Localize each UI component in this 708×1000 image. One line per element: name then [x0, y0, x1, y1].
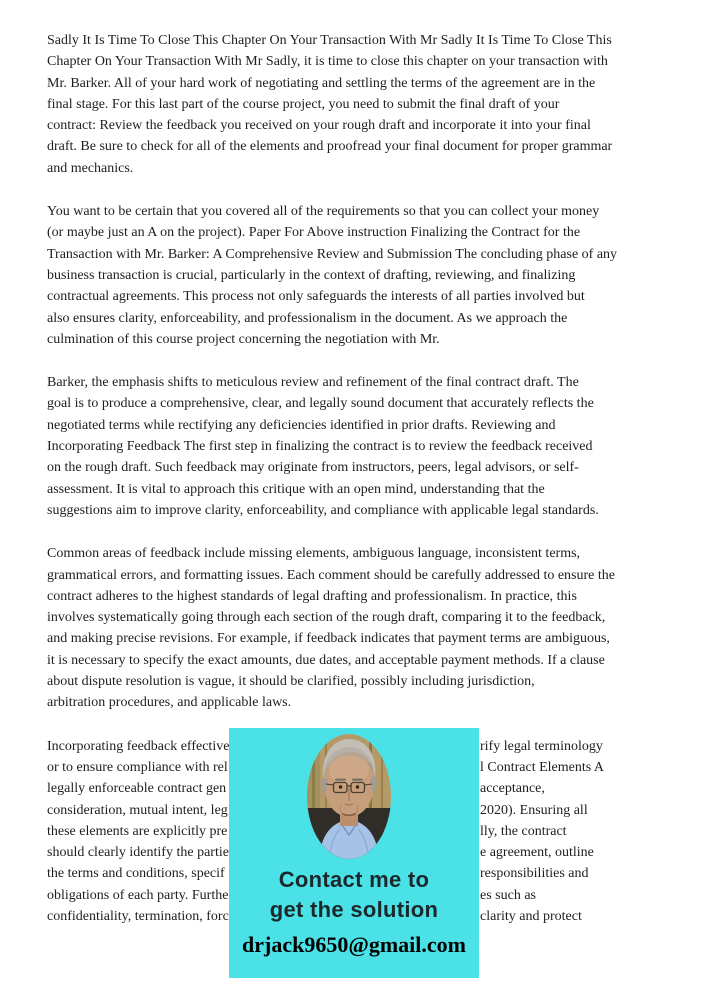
paragraph-1	[47, 30, 632, 179]
text-fragment-right: responsibilities and	[480, 866, 589, 882]
text-line: Sadly It Is Time To Close This Chapter On Your Transaction With Mr Sadly It Is Time To Close This	[47, 33, 612, 48]
portrait-photo	[307, 734, 391, 859]
text-line: suggestions aim to improve clarity, enforceability, and compliance with applicable legal standards.	[47, 502, 599, 518]
text-line: also ensures clarity, enforceability, and professionalism in the document. As we approach the	[47, 310, 568, 326]
text-fragment-left: or to ensure compliance with rel	[47, 759, 228, 775]
text-line: goal is to produce a comprehensive, clear, and legally sound document that accurately reflects the	[47, 396, 594, 412]
paragraph-2	[47, 201, 632, 350]
text-fragment-left: the terms and conditions, specif	[47, 866, 225, 882]
text-line: negotiated terms while rectifying any deficiencies identified in prior drafts. Reviewing and	[47, 417, 556, 433]
text-line: Mr. Barker. All of your hard work of negotiating and settling the terms of the agreement are in the	[47, 75, 596, 91]
text-fragment-right: clarity and protect	[480, 908, 582, 924]
text-fragment-right: l Contract Elements A	[480, 759, 605, 775]
text-fragment-left: confidentiality, termination, forc	[47, 908, 229, 924]
text-line: contract: Review the feedback you received on your rough draft and incorporate it into your final	[47, 118, 591, 134]
text-fragment-right: acceptance,	[480, 781, 545, 797]
text-line: culmination of this course project concerning the negotiation with Mr.	[47, 331, 440, 347]
text-fragment-left: these elements are explicitly pre	[47, 823, 228, 839]
text-line: on the rough draft. Such feedback may originate from instructors, peers, legal advisors, or self-	[47, 460, 579, 476]
text-fragment-left: Incorporating feedback effective	[47, 738, 230, 754]
text-line: Common areas of feedback include missing elements, ambiguous language, inconsistent terms,	[47, 546, 581, 562]
text-line: (or maybe just an A on the project). Paper For Above instruction Finalizing the Contract for the	[47, 225, 581, 241]
text-line: grammatical errors, and formatting issues. Each comment should be carefully addressed to ensure the	[47, 567, 615, 583]
text-fragment-left: legally enforceable contract gen	[47, 781, 227, 797]
promo-email: drjack9650@gmail.com	[242, 932, 466, 957]
text-line: Chapter On Your Transaction With Mr Sadly, it is time to close this chapter on your transaction with	[47, 54, 608, 70]
paragraph-3	[47, 372, 632, 521]
text-line: Transaction with Mr. Barker: A Comprehensive Review and Submission The concluding phase of any	[47, 246, 618, 262]
text-fragment-right: rify legal terminology	[480, 738, 603, 754]
text-fragment-left: consideration, mutual intent, leg	[47, 802, 228, 818]
text-line: final stage. For this last part of the course project, you need to submit the final draft of your	[47, 96, 560, 112]
text-line: contract adheres to the highest standards of legal drafting and professionalism. In practice, this	[47, 588, 577, 604]
text-fragment-left: obligations of each party. Furthe	[47, 887, 229, 903]
text-fragment-right: lly, the contract	[480, 823, 567, 839]
text-line: Incorporating Feedback The first step in finalizing the contract is to review the feedback received	[47, 439, 593, 455]
text-line: contractual agreements. This process not only safeguards the interests of all parties involved but	[47, 289, 585, 305]
text-fragment-right: es such as	[480, 887, 536, 903]
text-line: draft. Be sure to check for all of the elements and proofread your final document for proper grammar	[47, 139, 613, 155]
paragraph-4	[47, 543, 632, 713]
promo-heading	[229, 865, 479, 925]
text-line: Barker, the emphasis shifts to meticulous review and refinement of the final contract draft. The	[47, 375, 579, 391]
text-fragment-left: should clearly identify the partie	[47, 845, 229, 861]
text-line: You want to be certain that you covered all of the requirements so that you can collect your money	[47, 204, 600, 220]
text-line: and mechanics.	[47, 160, 134, 176]
promo-heading-line1: Contact me to	[278, 867, 430, 892]
text-line: it is necessary to specify the exact amounts, due dates, and acceptable payment methods. If a clause	[47, 652, 605, 668]
promo-overlay	[229, 728, 479, 978]
text-line: involves systematically going through each section of the rough draft, comparing it to the feedback,	[47, 610, 606, 626]
text-line: arbitration procedures, and applicable laws.	[47, 695, 292, 711]
text-fragment-right: e agreement, outline	[480, 845, 594, 861]
text-fragment-right: 2020). Ensuring all	[480, 802, 588, 818]
text-line: assessment. It is vital to approach this critique with an open mind, understanding that the	[47, 481, 545, 497]
text-line: and making precise revisions. For example, if feedback indicates that payment terms are ambiguous,	[47, 631, 610, 647]
text-line: about dispute resolution is vague, it should be clarified, possibly including jurisdiction,	[47, 674, 535, 690]
promo-heading-line2: get the solution	[269, 897, 439, 922]
text-line: business transaction is crucial, particularly in the context of drafting, reviewing, and finalizing	[47, 267, 576, 283]
